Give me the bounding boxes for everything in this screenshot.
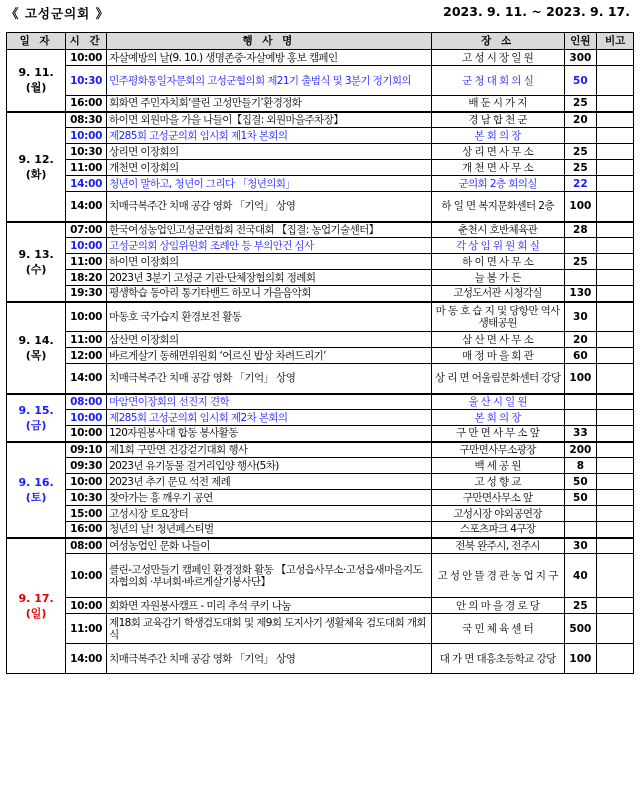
day-date: 9. 13. [18,247,54,261]
column-header-note: 비고 [597,33,634,50]
event-time: 08:00 [66,394,107,410]
day-of-week: (화) [25,167,47,181]
event-place: 백 세 공 원 [431,458,564,474]
event-note [597,254,634,270]
day-date: 9. 16. [18,475,54,489]
schedule-row [7,474,634,490]
schedule-row [7,364,634,394]
event-place: 상 리 면 어울림문화센터 강당 [431,364,564,394]
event-note [597,506,634,522]
schedule-row [7,644,634,674]
column-header-date: 일 자 [7,33,66,50]
event-time: 10:00 [66,554,107,598]
event-attendees: 22 [564,176,597,192]
event-name: 2023년 3분기 고성군 기관·단체장협의회 정례회 [107,270,432,286]
event-name: 자살예방의 날(9. 10.) 생명존중·자살예방 홍보 캠페인 [107,50,432,66]
schedule-row [7,192,634,222]
event-name: 고성군의회 상임위원회 조례안 등 부의안건 심사 [107,238,432,254]
event-time: 16:00 [66,96,107,112]
event-time: 11:00 [66,254,107,270]
event-note [597,614,634,644]
event-note [597,176,634,192]
event-attendees: 25 [564,96,597,112]
event-name: 하이면 이장회의 [107,254,432,270]
event-note [597,96,634,112]
event-time: 10:30 [66,490,107,506]
event-name: 청년이 말하고, 청년이 그리다 「청년의회」 [107,176,432,192]
event-time: 16:00 [66,522,107,538]
event-time: 14:00 [66,176,107,192]
event-place: 고 성 향 교 [431,474,564,490]
schedule-row [7,176,634,192]
schedule-row [7,522,634,538]
event-note [597,222,634,238]
event-place: 늘 봄 가 든 [431,270,564,286]
event-time: 19:30 [66,286,107,302]
event-place: 안 의 마 을 경 로 당 [431,598,564,614]
schedule-period: 2023. 9. 11. ~ 2023. 9. 17. [443,4,630,19]
schedule-row [7,554,634,598]
event-note [597,426,634,442]
event-attendees: 25 [564,598,597,614]
schedule-row [7,426,634,442]
event-place: 국 민 체 육 센 터 [431,614,564,644]
event-time: 14:00 [66,644,107,674]
event-place: 경 남 합 천 군 [431,112,564,128]
event-note [597,302,634,332]
event-name: 제1회 구만면 건강걷기대회 행사 [107,442,432,458]
event-attendees: 25 [564,254,597,270]
event-note [597,112,634,128]
page-header [0,0,640,30]
event-name: 2023년 추기 문묘 석전 제례 [107,474,432,490]
event-attendees: 33 [564,426,597,442]
event-note [597,144,634,160]
event-attendees: 50 [564,66,597,96]
event-note [597,394,634,410]
event-note [597,474,634,490]
page-title: 《 고성군의회 》 [6,6,110,21]
event-attendees: 100 [564,192,597,222]
schedule-row [7,270,634,286]
table-header-row [7,33,634,50]
event-name: 여성농업인 문화 나들이 [107,538,432,554]
event-place: 스포츠파크 4구장 [431,522,564,538]
schedule-row [7,66,634,96]
event-note [597,160,634,176]
day-of-week: (수) [25,262,47,276]
event-name: 평생학습 동아리 통기타밴드 하모니 가을음악회 [107,286,432,302]
schedule-row [7,128,634,144]
event-time: 14:00 [66,364,107,394]
event-note [597,442,634,458]
schedule-row [7,112,634,128]
event-attendees: 50 [564,474,597,490]
event-place: 매 정 마 을 회 관 [431,348,564,364]
event-note [597,270,634,286]
day-of-week: (토) [25,490,47,504]
event-attendees: 20 [564,112,597,128]
event-name: 찾아가는 흥 깨우기 공연 [107,490,432,506]
event-attendees: 30 [564,302,597,332]
event-note [597,554,634,598]
column-header-time: 시 간 [66,33,107,50]
event-name: 청년의 날! 청년페스티벌 [107,522,432,538]
event-place: 각 상 임 위 원 회 실 [431,238,564,254]
event-place: 삼 산 면 사 무 소 [431,332,564,348]
day-date-cell [7,222,66,302]
day-of-week: (금) [25,418,47,432]
event-name: 개천면 이장회의 [107,160,432,176]
schedule-row [7,144,634,160]
event-name: 회화면 주민자치회‘클린 고성만들기’환경정화 [107,96,432,112]
event-note [597,128,634,144]
event-place: 본 회 의 장 [431,128,564,144]
event-time: 10:00 [66,302,107,332]
event-attendees: 200 [564,442,597,458]
event-time: 10:30 [66,144,107,160]
schedule-row [7,238,634,254]
day-date-cell [7,442,66,538]
event-name: 클린-고성만들기 캠페인 환경정화 활동 【고성읍사무소·고성읍새마을지도자협의회 ·부녀회·바르게살기봉사단】 [107,554,432,598]
day-date: 9. 12. [18,152,54,166]
schedule-row [7,254,634,270]
event-attendees: 130 [564,286,597,302]
schedule-row [7,506,634,522]
schedule-body [7,50,634,674]
column-header-attendees: 인원 [564,33,597,50]
event-name: 고성시장 토요장터 [107,506,432,522]
event-attendees: 20 [564,332,597,348]
event-note [597,410,634,426]
event-time: 10:00 [66,474,107,490]
day-date: 9. 15. [18,403,54,417]
event-place: 하 이 면 사 무 소 [431,254,564,270]
event-place: 개 천 면 사 무 소 [431,160,564,176]
event-name: 회화면 자원봉사캠프 - 미리 추석 쿠키 나눔 [107,598,432,614]
event-attendees [564,394,597,410]
event-name: 민주평화통일자문회의 고성군협의회 제21기 출범식 및 3분기 정기회의 [107,66,432,96]
event-note [597,50,634,66]
schedule-row [7,160,634,176]
schedule-row [7,410,634,426]
event-time: 08:30 [66,112,107,128]
event-time: 07:00 [66,222,107,238]
schedule-table [6,32,634,674]
event-time: 10:30 [66,66,107,96]
day-date-cell [7,394,66,442]
event-place: 배 둔 시 가 지 [431,96,564,112]
event-name: 마동호 국가습지 환경보전 활동 [107,302,432,332]
day-of-week: (월) [25,81,47,95]
event-note [597,538,634,554]
event-time: 09:10 [66,442,107,458]
event-note [597,644,634,674]
event-note [597,192,634,222]
day-date-cell [7,112,66,222]
event-place: 고 성 안 뜰 경 관 농 업 지 구 [431,554,564,598]
event-attendees: 100 [564,644,597,674]
event-attendees: 8 [564,458,597,474]
day-date: 9. 11. [18,66,54,80]
event-place: 울 산 시 일 원 [431,394,564,410]
event-name: 삼산면 이장회의 [107,332,432,348]
day-of-week: (목) [25,348,47,362]
event-time: 09:30 [66,458,107,474]
event-time: 08:00 [66,538,107,554]
event-attendees: 300 [564,50,597,66]
schedule-row [7,96,634,112]
day-date: 9. 14. [18,333,54,347]
event-name: 바르게살기 동해면위원회 ‘어르신 밥상 차려드리기’ [107,348,432,364]
event-note [597,348,634,364]
event-attendees [564,506,597,522]
event-attendees: 25 [564,144,597,160]
event-note [597,522,634,538]
event-name: 한국여성농업인고성군연합회 전국대회 【집결: 농업기술센터】 [107,222,432,238]
schedule-row [7,442,634,458]
day-date-cell [7,50,66,112]
event-note [597,238,634,254]
event-attendees: 50 [564,490,597,506]
schedule-row [7,332,634,348]
event-name: 치매극복주간 치매 공감 영화 「기억」 상영 [107,644,432,674]
day-date-cell [7,302,66,394]
event-name: 120자원봉사대 합동 봉사활동 [107,426,432,442]
event-time: 10:00 [66,238,107,254]
event-note [597,66,634,96]
event-attendees: 28 [564,222,597,238]
schedule-row [7,286,634,302]
event-place: 대 가 면 대흥초등학교 강당 [431,644,564,674]
event-attendees: 30 [564,538,597,554]
schedule-row [7,598,634,614]
event-place: 본 회 의 장 [431,410,564,426]
event-note [597,286,634,302]
schedule-row [7,394,634,410]
event-place: 하 일 면 복지문화센터 2층 [431,192,564,222]
event-place: 군의회 2층 회의실 [431,176,564,192]
event-place: 전북 완주시, 전주시 [431,538,564,554]
event-time: 11:00 [66,332,107,348]
event-name: 상리면 이장회의 [107,144,432,160]
event-place: 고 성 시 장 일 원 [431,50,564,66]
event-attendees: 100 [564,364,597,394]
event-place: 군 청 대 회 의 실 [431,66,564,96]
event-name: 치매극복주간 치매 공감 영화 「기억」 상영 [107,364,432,394]
event-note [597,458,634,474]
event-time: 11:00 [66,160,107,176]
event-place: 구만면사무소 앞 [431,490,564,506]
event-attendees: 25 [564,160,597,176]
event-attendees: 40 [564,554,597,598]
event-attendees [564,522,597,538]
schedule-row [7,458,634,474]
schedule-row [7,490,634,506]
event-attendees [564,270,597,286]
day-date-cell [7,538,66,674]
event-name: 마암면이장회의 선진지 견학 [107,394,432,410]
schedule-row [7,348,634,364]
schedule-row [7,302,634,332]
schedule-row [7,50,634,66]
day-of-week: (일) [25,606,47,620]
event-time: 10:00 [66,410,107,426]
schedule-row [7,222,634,238]
event-place: 구 만 면 사 무 소 앞 [431,426,564,442]
event-time: 10:00 [66,128,107,144]
event-attendees: 500 [564,614,597,644]
event-time: 10:00 [66,50,107,66]
event-place: 구만면사무소광장 [431,442,564,458]
event-name: 하이면 외원마을 가을 나들이【집결: 외원마을주차장】 [107,112,432,128]
event-attendees [564,238,597,254]
event-place: 고성시장 야외공연장 [431,506,564,522]
event-time: 15:00 [66,506,107,522]
event-place: 상 리 면 사 무 소 [431,144,564,160]
schedule-row [7,614,634,644]
day-date: 9. 17. [18,591,54,605]
event-place: 마 동 호 습 지 및 당항만 역사생태공원 [431,302,564,332]
event-note [597,364,634,394]
event-name: 제18회 교육감기 학생검도대회 및 제9회 도지사기 생활체육 검도대회 개회식 [107,614,432,644]
event-place: 고성도서관 시청각실 [431,286,564,302]
event-name: 제285회 고성군의회 임시회 제1차 본회의 [107,128,432,144]
event-name: 2023년 유기동물 걸거리입양 행사(5차) [107,458,432,474]
event-attendees: 60 [564,348,597,364]
event-attendees [564,410,597,426]
schedule-row [7,538,634,554]
event-time: 11:00 [66,614,107,644]
event-name: 제285회 고성군의회 임시회 제2차 본회의 [107,410,432,426]
event-note [597,598,634,614]
event-time: 18:20 [66,270,107,286]
event-note [597,332,634,348]
event-note [597,490,634,506]
column-header-event: 행 사 명 [107,33,432,50]
column-header-place: 장 소 [431,33,564,50]
event-time: 14:00 [66,192,107,222]
event-place: 춘천시 호반체육관 [431,222,564,238]
event-time: 10:00 [66,598,107,614]
event-time: 10:00 [66,426,107,442]
event-name: 치매극복주간 치매 공감 영화 「기억」 상영 [107,192,432,222]
event-time: 12:00 [66,348,107,364]
event-attendees [564,128,597,144]
